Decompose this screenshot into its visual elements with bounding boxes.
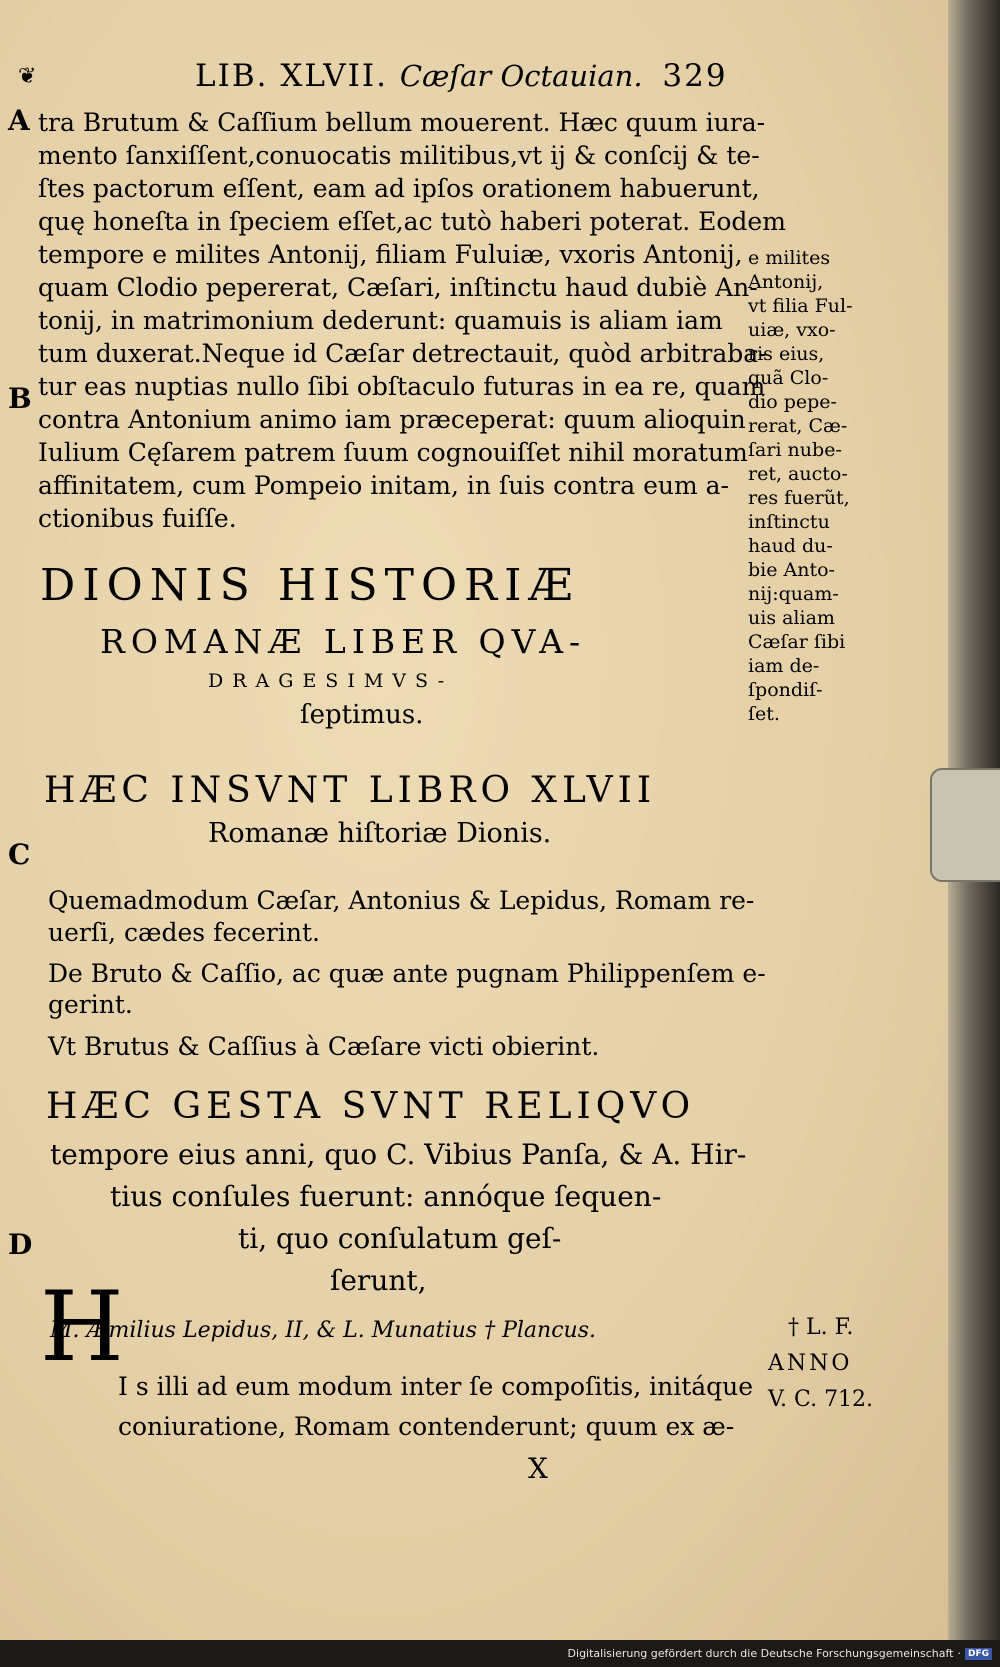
contents-heading: HÆC INSVNT LIBRO XLVII [44, 770, 657, 811]
header-title: Cæſar Octauian. [399, 59, 643, 93]
body-line: tra Brutum & Caſſium bellum mouerent. Hæc quum iura- [38, 108, 766, 137]
sidenote-line: e milites [748, 247, 831, 269]
gesta-line: ſerunt, [330, 1264, 427, 1297]
margin-letter-d: D [8, 1228, 33, 1261]
footer-credit: Digitalisierung gefördert durch die Deutsche Forschungsgemeinschaft [567, 1647, 954, 1660]
sidenote-line: ret, aucto- [748, 463, 848, 485]
contents-item: gerint. [48, 990, 133, 1019]
dfg-logo-icon: DFG [965, 1648, 992, 1660]
sidenote-line: ſet. [748, 703, 780, 725]
contents-item: Quemadmodum Cæſar, Antonius & Lepidus, Romam re- [48, 886, 755, 915]
header-ornament: ❦ [18, 64, 37, 89]
consuls-note: V. C. 712. [768, 1387, 874, 1412]
sidenote-line: rerat, Cæ- [748, 415, 848, 437]
consuls-note: † L. F. [788, 1315, 854, 1340]
body-line: quę honeſta in ſpeciem eſſet,ac tutò haberi poterat. Eodem [38, 207, 786, 236]
body-line: tur eas nuptias nullo ſibi obſtaculo futuras in ea re, quam [38, 372, 766, 401]
sidenote-line: quã Clo- [748, 367, 829, 389]
body-line: tempore e milites Antonij, filiam Fuluiæ, vxoris Antonij, [38, 240, 743, 269]
sidenote-line: iam de- [748, 655, 820, 677]
sidenote-line: ſari nube- [748, 439, 842, 461]
body-line: Iulium Cęſarem patrem ſuum cognouiſſet nihil moratum [38, 438, 748, 467]
sidenote-line: uis aliam [748, 607, 835, 629]
signature-mark: X [528, 1452, 548, 1485]
margin-letter-c: C [8, 838, 31, 871]
body-line: mento ſanxiſſent,conuocatis militibus,vt ij & conſcij & te- [38, 141, 760, 170]
contents-item: uerſi, cædes fecerint. [48, 918, 320, 947]
consuls-line: M. Æmilius Lepidus, II, & L. Munatius † Plancus. [50, 1318, 596, 1343]
consuls-note: ANNO [768, 1351, 853, 1376]
sidenote-line: inſtinctu [748, 511, 830, 533]
book-title-line4: ſeptimus. [300, 700, 424, 730]
book-title-line2: ROMANÆ LIBER QVA- [100, 622, 587, 661]
drop-cap: H [40, 1271, 124, 1383]
gesta-heading: HÆC GESTA SVNT RELIQVO [46, 1086, 696, 1127]
sidenote-line: vt filia Ful- [748, 295, 853, 317]
sidenote-line: ſpondiſ- [748, 679, 823, 701]
body-line: affinitatem, cum Pompeio initam, in ſuis contra eum a- [38, 471, 729, 500]
opening-line: I s illi ad eum modum inter ſe compoſitis, initáque [118, 1372, 754, 1401]
opening-line: coniuratione, Romam contenderunt; quum ex æ- [118, 1412, 735, 1441]
page-number: 329 [662, 58, 728, 94]
contents-item: De Bruto & Caſſio, ac quæ ante pugnam Philippenſem e- [48, 959, 766, 988]
sidenote-line: bie Anto- [748, 559, 835, 581]
sidenote-line: Cæſar ſibi [748, 631, 846, 653]
sidenote-line: ris eius, [748, 343, 825, 365]
running-header [195, 58, 728, 94]
margin-letter-b: B [8, 382, 32, 415]
sidenote-line: res fuerũt, [748, 487, 850, 509]
sidenote-line: Antonij, [748, 271, 824, 293]
gesta-line: tius conſules fuerunt: annóque ſequen- [110, 1180, 662, 1213]
body-line: ctionibus fuiſſe. [38, 504, 237, 533]
sidenote-line: dio pepe- [748, 391, 837, 413]
body-line: contra Antonium animo iam præceperat: quum alioquin [38, 405, 746, 434]
gesta-line: tempore eius anni, quo C. Vibius Panſa, & A. Hir- [50, 1138, 747, 1171]
header-book-number: LIB. XLVII. [195, 58, 389, 94]
sidenote-line: haud du- [748, 535, 833, 557]
body-line: tonij, in matrimonium dederunt: quamuis is aliam iam [38, 306, 723, 335]
bookmark-tab [930, 768, 1000, 882]
body-line: ſtes pactorum eſſent, eam ad ipſos orationem habuerunt, [38, 174, 760, 203]
body-line: quam Clodio pepererat, Cæſari, inſtinctu haud dubiè An- [38, 273, 758, 302]
sidenote-line: uiæ, vxo- [748, 319, 836, 341]
footer: Digitalisierung gefördert durch die Deutsche Forschungsgemeinschaft · DFG [568, 1647, 992, 1660]
gesta-line: ti, quo conſulatum geſ- [238, 1222, 562, 1255]
body-line: tum duxerat.Neque id Cæſar detrectauit, quòd arbitraba- [38, 339, 767, 368]
book-title-line1: DIONIS HISTORIÆ [40, 560, 580, 611]
contents-item: Vt Brutus & Caſſius à Cæſare victi obierint. [48, 1032, 600, 1061]
book-title-line3: DRAGESIMVS- [208, 670, 454, 692]
sidenote-line: nij:quam- [748, 583, 839, 605]
margin-letter-a: A [8, 104, 30, 137]
contents-subheading: Romanæ hiſtoriæ Dionis. [208, 818, 552, 849]
